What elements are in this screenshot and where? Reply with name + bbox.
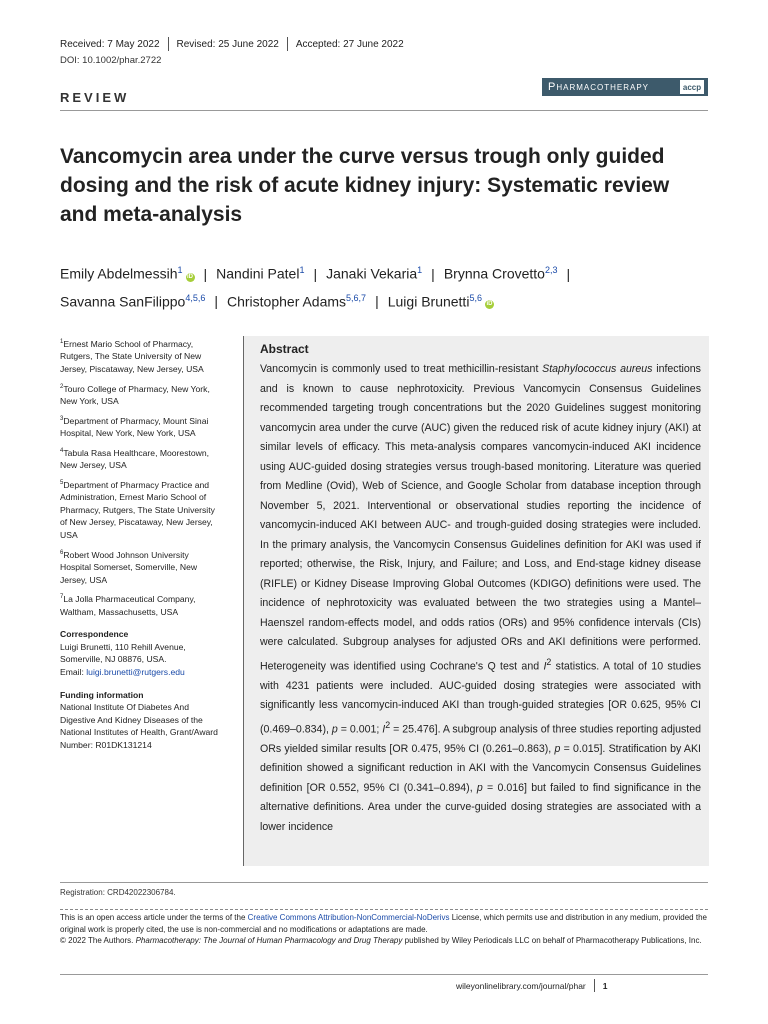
accepted-date: Accepted: 27 June 2022 [295, 38, 404, 50]
author-affiliation-ref[interactable]: 1 [299, 265, 305, 275]
journal-name: Pharmacotherapy [548, 81, 650, 93]
email-link[interactable]: luigi.brunetti@rutgers.edu [86, 667, 185, 678]
affiliation-number: 1 [60, 339, 64, 345]
affiliation-text: Robert Wood Johnson University Hospital Somerset, Somerville, New Jersey, USA [60, 549, 198, 585]
page-number: 1 [602, 980, 608, 991]
orcid-icon[interactable]: iD [187, 273, 194, 280]
author-affiliation-ref[interactable]: 5,6,7 [346, 292, 367, 303]
site-url[interactable]: wileyonlinelibrary.com/journal/phar [456, 980, 586, 991]
divider [594, 979, 595, 992]
author-affiliation-ref[interactable]: 2,3 [544, 265, 558, 275]
author-affiliation-ref[interactable]: 1 [417, 265, 423, 275]
affiliation [60, 591, 222, 618]
author-separator: | [375, 293, 379, 310]
affiliation-text: Ernest Mario School of Pharmacy, Rutgers, The State University of New Jersey, Piscataway, New Jersey, USA [60, 338, 204, 375]
author-separator: | [214, 293, 218, 310]
journal-badge[interactable] [542, 78, 708, 96]
abstract-heading: Abstract [260, 342, 309, 356]
affiliation-text: Department of Pharmacy Practice and Administration, Ernest Mario School of Pharmacy, Rutgers, The State University of New Jersey, Piscataway, New Jersey, USA [60, 479, 215, 541]
affiliation [60, 477, 222, 542]
header-rule [60, 110, 708, 111]
author-name[interactable]: Savanna SanFilippo [60, 293, 186, 310]
affiliation [60, 336, 222, 376]
orcid-icon[interactable]: iD [486, 301, 493, 308]
section-label: REVIEW [60, 90, 130, 105]
divider [168, 37, 169, 51]
author-name[interactable]: Christopher Adams [226, 293, 347, 310]
affiliation-text: Department of Pharmacy, Mount Sinai Hospital, New York, New York, USA [60, 415, 209, 439]
email-label: Email: [60, 667, 87, 678]
author-name[interactable]: Emily Abdelmessih [60, 265, 178, 282]
author-list [60, 258, 720, 313]
affiliation-number: 6 [60, 549, 64, 556]
license-pre: This is an open access article under the terms of the [60, 913, 248, 922]
author-affiliation-ref[interactable]: 1 [177, 265, 183, 275]
doi[interactable]: DOI: 10.1002/phar.2722 [60, 55, 162, 66]
abstract-box [243, 336, 709, 866]
funding-text: National Institute Of Diabetes And Digestive And Kidney Diseases of the National Institutes of Health, Grant/Award Number: R01DK131214 [60, 702, 218, 751]
copyright-journal: Pharmacotherapy: The Journal of Human Pharmacology and Drug Therapy [135, 936, 403, 945]
affiliation-number: 4 [60, 447, 64, 454]
correspondence-heading: Correspondence [60, 629, 129, 640]
affiliation-list [60, 336, 222, 618]
revised-date: Revised: 25 June 2022 [176, 38, 279, 50]
author-name[interactable]: Nandini Patel [216, 265, 300, 282]
affiliation-number: 7 [60, 594, 64, 601]
bottom-rule [60, 974, 708, 975]
copyright-pre: © 2022 The Authors. [60, 936, 136, 945]
author-separator: | [313, 265, 318, 282]
affiliation-number: 5 [60, 479, 64, 486]
license-block [60, 912, 710, 947]
affiliation-text: Tabula Rasa Healthcare, Moorestown, New Jersey, USA [60, 447, 210, 471]
author-separator: | [203, 265, 208, 282]
affiliation [60, 413, 222, 440]
affiliation [60, 445, 222, 472]
author-separator: | [431, 265, 435, 282]
affiliation-number: 2 [60, 383, 64, 390]
author-name[interactable]: Janaki Vekaria [326, 265, 418, 282]
license-post: License, which permits use and distribution in any medium, provided the original work is properly cited, the use is non-commercial and no modifications or adaptations are made. [60, 913, 707, 934]
author-name[interactable]: Brynna Crovetto [443, 265, 545, 282]
article-info-column [60, 336, 222, 752]
article-title: Vancomycin area under the curve versus trough only guided dosing and the risk of acute kidney injury: Systematic review and meta-analysis [60, 145, 670, 226]
license-text [60, 912, 710, 935]
author-name[interactable]: Luigi Brunetti [387, 293, 470, 310]
accp-logo-icon: accp [680, 80, 704, 94]
correspondence-email-line [60, 666, 222, 679]
article-dates [60, 37, 404, 51]
registration: Registration: CRD42022306784. [60, 888, 176, 897]
copyright-post: published by Wiley Periodicals LLC on behalf of Pharmacotherapy Publications, Inc. [402, 936, 702, 945]
footer-rule [60, 882, 708, 883]
affiliation-text: Touro College of Pharmacy, New York, New York, USA [60, 383, 210, 407]
affiliation [60, 381, 222, 408]
affiliation-number: 3 [60, 415, 64, 422]
received-date: Received: 7 May 2022 [60, 38, 160, 50]
funding-heading: Funding information [60, 689, 144, 700]
author-affiliation-ref[interactable]: 4,5,6 [185, 292, 206, 303]
affiliation-text: La Jolla Pharmaceutical Company, Waltham, Massachusetts, USA [60, 594, 196, 617]
journal-site [456, 979, 608, 992]
dashed-divider [60, 909, 708, 910]
divider [287, 37, 288, 51]
correspondence-address: Luigi Brunetti, 110 Rehill Avenue, Somerville, NJ 08876, USA. [60, 641, 186, 665]
cc-license-link[interactable]: Creative Commons Attribution-NonCommercial-NoDerivs [247, 913, 450, 922]
abstract-text: Vancomycin is commonly used to treat methicillin-resistant Staphylococcus aureus infections and is known to cause nephrotoxicity. Previous Vancomycin Consensus Guidelines recommended targeting trough concentrations but the 2020 Guidelines suggest monitoring vancomycin area under the curve (AUC) given the reduced risk of acute kidney injury (AKI) at similar levels of efficacy. This meta-analysis compares vancomycin-induced AKI incidence using AUC-guided dosing strategies versus trough-based monitoring. Literature was queried from Medline (Ovid), Web of Science, and Google Scholar from database inception through November 5, 2021. Interventional or observational studies reporting the incidence of vancomycin-induced AKI between AUC- and trough-guided dosing strategies were included. In the primary analysis, the Vancomycin Consensus Guidelines definition for AKI was used if reported; otherwise, the Risk, Injury, and Failure; and Loss, and End-stage kidney disease (RIFLE) or Kidney Disease Improving Global Outcomes (KDIGO) definitions were used. The incidence of nephrotoxicity was evaluated between the two strategies using a Mantel–Haenszel random-effects model, and odds ratios (ORs) and 95% confidence intervals (CIs) were calculated. Subgroup analyses for adjusted ORs and AKI definitions were performed. Heterogeneity was identified using Cochrane's Q test and $I^2$ statistics. A total of 10 studies with 4231 patients were included. AUC-guided dosing strategies were associated with significantly less vancomycin-induced AKI than trough-guided strategies [OR 0.625, 95% CI (0.469–0.834), p = 0.001; $I^2 = 25.476$]. A subgroup analysis of three studies reporting adjusted ORs yielded similar results [OR 0.475, 95% CI (0.261–0.863), p = 0.015]. Stratification by AKI definition showed a significant reduction in AKI with the Vancomycin Consensus Guidelines definition [OR 0.552, 95% CI (0.341–0.894), p = 0.016] but failed to find significance in the alternative definitions. Area under the curve-guided dosing strategies are associated with a lower incidence [260, 363, 701, 833]
copyright-text [60, 935, 710, 947]
author-separator: | [566, 265, 571, 282]
author-affiliation-ref[interactable]: 5,6 [469, 292, 482, 303]
affiliation [60, 547, 222, 587]
